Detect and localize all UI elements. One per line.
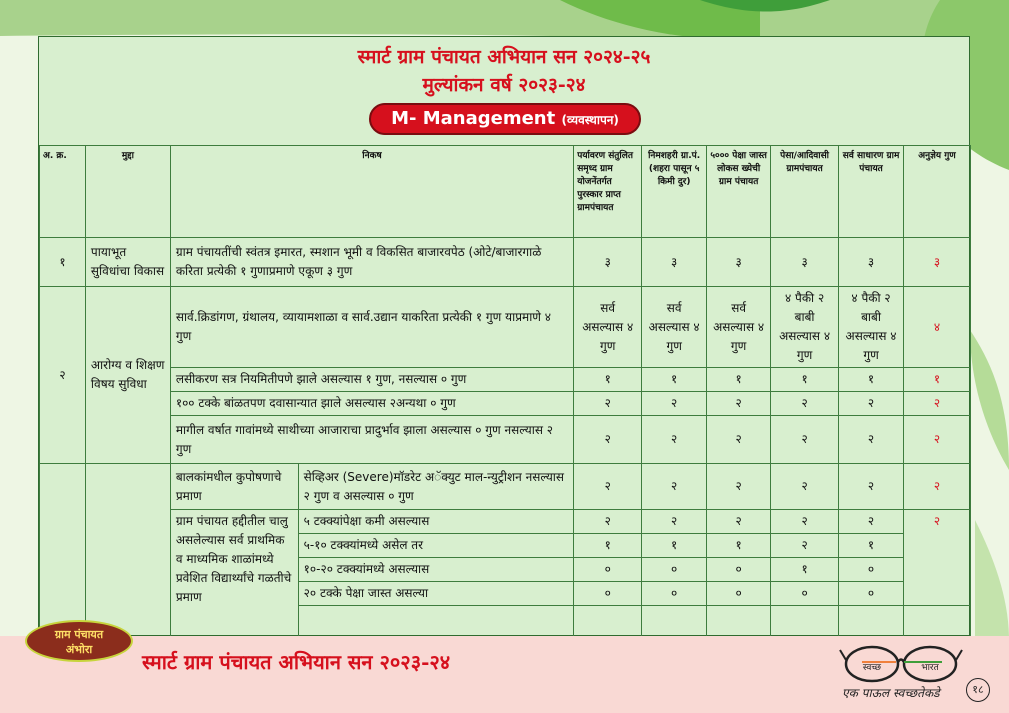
value-cell: २ bbox=[642, 392, 707, 416]
swachh-left-text: स्वच्छ bbox=[862, 663, 882, 673]
marks-cell: २ bbox=[904, 510, 971, 606]
topic-cell: पायाभूत सुविधांचा विकास bbox=[85, 238, 170, 287]
criteria-cell: ५ टक्क्यांपेक्षा कमी असल्यास bbox=[298, 510, 574, 534]
value-cell: ० bbox=[642, 558, 707, 582]
criteria-cell: १०० टक्के बांळतपण दवासान्यात झाले असल्यास २अन्यथा ० गुण bbox=[170, 392, 573, 416]
subtopic-cell: ग्राम पंचायत हद्दीतील चालु असलेल्यास सर्व प्राथमिक व माध्यमिक शाळांमध्ये प्रवेशित विद्यार्थ्यांचे गळतीचे प्रमाण bbox=[170, 510, 298, 646]
value-cell: ० bbox=[707, 558, 771, 582]
value-cell: १ bbox=[839, 534, 904, 558]
criteria-cell: लसीकरण सत्र नियमितीपणे झाले असल्यास १ गुण, नसल्यास ० गुण bbox=[170, 368, 573, 392]
value-cell: ३ bbox=[707, 238, 771, 287]
swachh-right-text: भारत bbox=[921, 663, 939, 673]
header-pop5000: ५००० पेक्षा जास्त लोकस ख्येची ग्राम पंचायत bbox=[707, 146, 771, 238]
value-cell: २ bbox=[574, 510, 642, 534]
value-cell: ० bbox=[574, 558, 642, 582]
marks-cell: २ bbox=[904, 464, 971, 510]
criteria-cell: ग्राम पंचायतींची स्वंतत्र इमारत, स्मशान भूमी व विकसित बाजारवपेठ (ओटे/बाजारगाळे करिता प्रत्येकी १ गुणाप्रमाणे एकूण ३ गुण bbox=[170, 238, 573, 287]
value-cell: १ bbox=[574, 534, 642, 558]
management-badge-main: M- Management bbox=[391, 108, 556, 129]
value-cell: २ bbox=[771, 464, 839, 510]
gp-badge-line1: ग्राम पंचायत bbox=[54, 628, 104, 641]
topic-cell: आरोग्य व शिक्षण विषय सुविधा bbox=[85, 287, 170, 464]
value-cell: २ bbox=[707, 464, 771, 510]
value-cell: १ bbox=[642, 534, 707, 558]
value-cell: १ bbox=[771, 558, 839, 582]
value-cell: १ bbox=[574, 368, 642, 392]
value-cell: ० bbox=[574, 582, 642, 606]
gp-badge-line2: अंभोरा bbox=[65, 643, 93, 656]
topic-cell bbox=[85, 464, 170, 646]
title-line-1: स्मार्ट ग्राम पंचायत अभियान सन २०२४-२५ bbox=[357, 46, 651, 68]
swachh-bharat-glasses-icon bbox=[838, 640, 966, 684]
sr-cell bbox=[40, 464, 86, 646]
criteria-cell: २० टक्के पेक्षा जास्त असल्या bbox=[298, 582, 574, 606]
value-cell: २ bbox=[771, 416, 839, 464]
value-cell: ० bbox=[771, 582, 839, 606]
header-env: पर्यावरण संतुलित समृध्द ग्राम योजनेंतर्गत पुरस्कार प्राप्त ग्रामपंचायत bbox=[574, 146, 642, 238]
value-cell: ४ पैकी २ बाबी असल्यास ४ गुण bbox=[839, 287, 904, 368]
header-marks: अनुज्ञेय गुण bbox=[904, 146, 971, 238]
marks-cell: २ bbox=[904, 392, 971, 416]
sr-cell: १ bbox=[40, 238, 86, 287]
value-cell: २ bbox=[642, 510, 707, 534]
gram-panchayat-badge bbox=[25, 620, 133, 662]
title-line-2: मुल्यांकन वर्ष २०२३-२४ bbox=[422, 74, 586, 96]
page-number: १८ bbox=[966, 678, 990, 702]
marks-cell: ३ bbox=[904, 238, 971, 287]
header-pesa: पेसा/आदिवासी ग्रामपंचायत bbox=[771, 146, 839, 238]
subtopic-cell: बालकांमधील कुपोषणाचे प्रमाण bbox=[170, 464, 298, 510]
value-cell: ० bbox=[839, 558, 904, 582]
header-sr: अ. क्र. bbox=[40, 146, 86, 238]
content-panel bbox=[38, 36, 970, 636]
value-cell: १ bbox=[771, 368, 839, 392]
value-cell: ३ bbox=[642, 238, 707, 287]
header-semi-urban: निमशहरी ग्रा.पं. (शहरा पासून ५ किमी दुर) bbox=[642, 146, 707, 238]
value-cell: २ bbox=[771, 510, 839, 534]
value-cell: सर्व असल्यास ४ गुण bbox=[574, 287, 642, 368]
header-general: सर्व साधारण ग्राम पंचायत bbox=[839, 146, 904, 238]
criteria-cell: सार्व.क्रिडांगण, ग्रंथालय, व्यायामशाळा व सार्व.उद्यान याकरिता प्रत्येकी १ गुण याप्रमाणे ४ गुण bbox=[170, 287, 573, 368]
table-row bbox=[40, 238, 971, 287]
value-cell: सर्व असल्यास ४ गुण bbox=[707, 287, 771, 368]
value-cell: १ bbox=[707, 368, 771, 392]
value-cell: २ bbox=[707, 416, 771, 464]
footer-title: स्मार्ट ग्राम पंचायत अभियान सन २०२३-२४ bbox=[142, 650, 451, 674]
value-cell: २ bbox=[839, 392, 904, 416]
value-cell: ० bbox=[839, 582, 904, 606]
value-cell: सर्व असल्यास ४ गुण bbox=[642, 287, 707, 368]
marks-cell: १ bbox=[904, 368, 971, 392]
value-cell: ४ पैकी २ बाबी असल्यास ४ गुण bbox=[771, 287, 839, 368]
header-row bbox=[40, 146, 971, 238]
value-cell: २ bbox=[574, 392, 642, 416]
marks-cell: ४ bbox=[904, 287, 971, 368]
criteria-cell: ५-१० टक्क्यांमध्ये असेल तर bbox=[298, 534, 574, 558]
sr-cell: २ bbox=[40, 287, 86, 464]
criteria-cell: १०-२० टक्क्यांमध्ये असल्यास bbox=[298, 558, 574, 582]
criteria-cell: मागील वर्षात गावांमध्ये साथीच्या आजाराचा प्रादुर्भाव झाला असल्यास ० गुण नसल्यास २ गुण bbox=[170, 416, 573, 464]
value-cell: २ bbox=[771, 534, 839, 558]
value-cell: २ bbox=[574, 464, 642, 510]
value-cell: ३ bbox=[839, 238, 904, 287]
header-criteria: निकष bbox=[170, 146, 573, 238]
value-cell: २ bbox=[707, 510, 771, 534]
value-cell: १ bbox=[642, 368, 707, 392]
value-cell: २ bbox=[707, 392, 771, 416]
table-row bbox=[40, 416, 971, 464]
value-cell: २ bbox=[642, 416, 707, 464]
table-row bbox=[40, 287, 971, 368]
header-topic: मुद्दा bbox=[85, 146, 170, 238]
management-badge-sub: (व्यवस्थापन) bbox=[561, 113, 619, 127]
value-cell: २ bbox=[574, 416, 642, 464]
value-cell: २ bbox=[839, 510, 904, 534]
value-cell: २ bbox=[771, 392, 839, 416]
value-cell: १ bbox=[707, 534, 771, 558]
criteria-table bbox=[39, 145, 971, 646]
value-cell: ३ bbox=[771, 238, 839, 287]
criteria-cell: सेव्हिअर (Severe)मॉडरेट अॅक्युट माल-न्युट्रीशन नसल्यास २ गुण व असल्यास ० गुण bbox=[298, 464, 574, 510]
value-cell: २ bbox=[642, 464, 707, 510]
value-cell: २ bbox=[839, 464, 904, 510]
value-cell: २ bbox=[839, 416, 904, 464]
table-row bbox=[40, 464, 971, 510]
value-cell: ३ bbox=[574, 238, 642, 287]
table-row bbox=[40, 510, 971, 534]
table-row bbox=[40, 368, 971, 392]
marks-cell: २ bbox=[904, 416, 971, 464]
footer-slogan: एक पाऊल स्वच्छतेकडे bbox=[842, 686, 940, 700]
value-cell: ० bbox=[642, 582, 707, 606]
management-badge bbox=[369, 103, 641, 135]
table-row bbox=[40, 392, 971, 416]
value-cell: ० bbox=[707, 582, 771, 606]
value-cell: १ bbox=[839, 368, 904, 392]
